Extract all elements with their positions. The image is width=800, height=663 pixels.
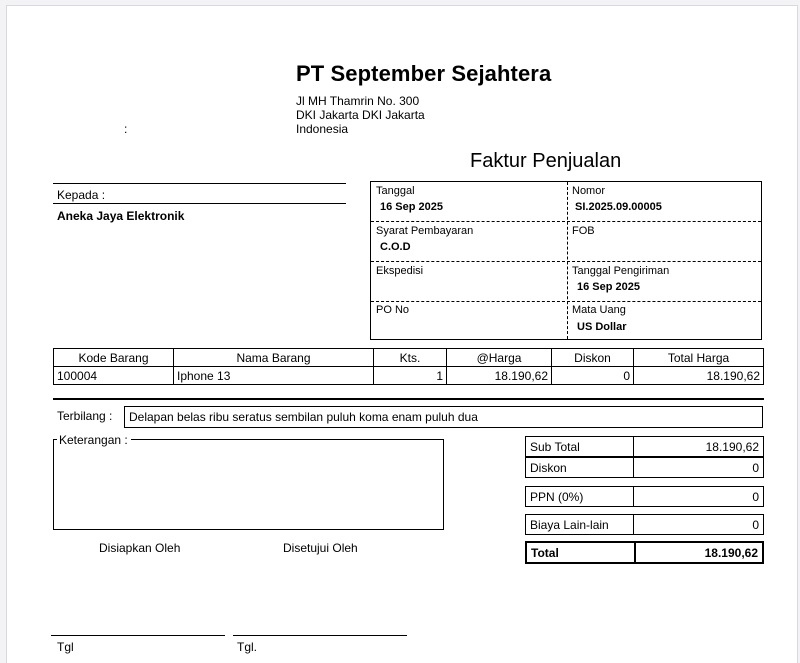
ppn-label: PPN (0%) [530, 490, 584, 504]
customer-label: Kepada : [57, 188, 106, 202]
diskon-label: Diskon [530, 461, 567, 475]
ppn-value: 0 [752, 490, 759, 504]
col-header-total: Total Harga [634, 349, 764, 367]
col-header-harga: @Harga [447, 349, 552, 367]
invoice-info-box [370, 181, 762, 340]
prepared-date-label: Tgl [57, 640, 74, 654]
info-divider-2 [371, 261, 761, 262]
cell-harga: 18.190,62 [447, 367, 552, 385]
info-divider-3 [371, 301, 761, 302]
document-title: Faktur Penjualan [470, 150, 622, 172]
terbilang-label: Terbilang : [57, 409, 113, 423]
company-name: PT September Sejahtera [296, 61, 552, 86]
approved-date-label: Tgl. [237, 640, 258, 654]
prepared-signature-line [51, 635, 225, 636]
fob-label: FOB [572, 225, 595, 237]
mata-uang-label: Mata Uang [572, 304, 626, 316]
tanggal-pengiriman-value: 16 Sep 2025 [577, 281, 640, 293]
prepared-by-label: Disiapkan Oleh [99, 541, 181, 555]
tanggal-label: Tanggal [376, 185, 415, 197]
mata-uang-value: US Dollar [577, 321, 627, 333]
col-header-kts: Kts. [374, 349, 447, 367]
total-row [525, 541, 764, 564]
diskon-value: 0 [752, 461, 759, 475]
total-label: Total [531, 546, 559, 560]
approved-by-label: Disetujui Oleh [283, 541, 358, 555]
cell-kode: 100004 [54, 367, 174, 385]
ekspedisi-label: Ekspedisi [376, 265, 424, 277]
subtotal-value: 18.190,62 [705, 440, 759, 454]
keterangan-label: Keterangan : [57, 433, 131, 447]
nomor-value: SI.2025.09.00005 [575, 201, 662, 213]
syarat-pembayaran-label: Syarat Pembayaran [376, 225, 474, 237]
info-divider-1 [371, 221, 761, 222]
tanggal-pengiriman-label: Tanggal Pengiriman [572, 265, 670, 277]
total-value: 18.190,62 [704, 546, 758, 560]
col-header-diskon: Diskon [552, 349, 634, 367]
company-address-line2: DKI Jakarta DKI Jakarta [296, 108, 425, 122]
subtotal-row [525, 436, 764, 457]
cell-total: 18.190,62 [634, 367, 764, 385]
keterangan-box [53, 439, 444, 530]
biaya-lain-value: 0 [752, 518, 759, 532]
cell-kts: 1 [374, 367, 447, 385]
kepada-top-line [53, 183, 346, 184]
syarat-pembayaran-value: C.O.D [380, 241, 411, 253]
cell-nama: Iphone 13 [174, 367, 374, 385]
ppn-row [525, 486, 764, 507]
invoice-page [6, 5, 798, 663]
table-bottom-line [53, 398, 764, 400]
col-header-kode: Kode Barang [54, 349, 174, 367]
tanggal-value: 16 Sep 2025 [380, 201, 443, 213]
col-header-nama: Nama Barang [174, 349, 374, 367]
diskon-row [525, 457, 764, 478]
items-header-row [54, 349, 764, 367]
header-colon: : [124, 122, 128, 136]
terbilang-text: Delapan belas ribu seratus sembilan puluh koma enam puluh dua [124, 406, 763, 428]
table-row [54, 367, 764, 385]
nomor-label: Nomor [572, 185, 606, 197]
biaya-lain-label: Biaya Lain-lain [530, 518, 609, 532]
subtotal-label: Sub Total [530, 440, 580, 454]
cell-diskon: 0 [552, 367, 634, 385]
items-table [53, 348, 764, 385]
biaya-lain-row [525, 514, 764, 535]
customer-name: Aneka Jaya Elektronik [57, 209, 185, 223]
kepada-bottom-line [53, 203, 346, 204]
company-address-line1: Jl MH Thamrin No. 300 [296, 94, 420, 108]
po-no-label: PO No [376, 304, 410, 316]
approved-signature-line [233, 635, 407, 636]
company-address-line3: Indonesia [296, 122, 349, 136]
